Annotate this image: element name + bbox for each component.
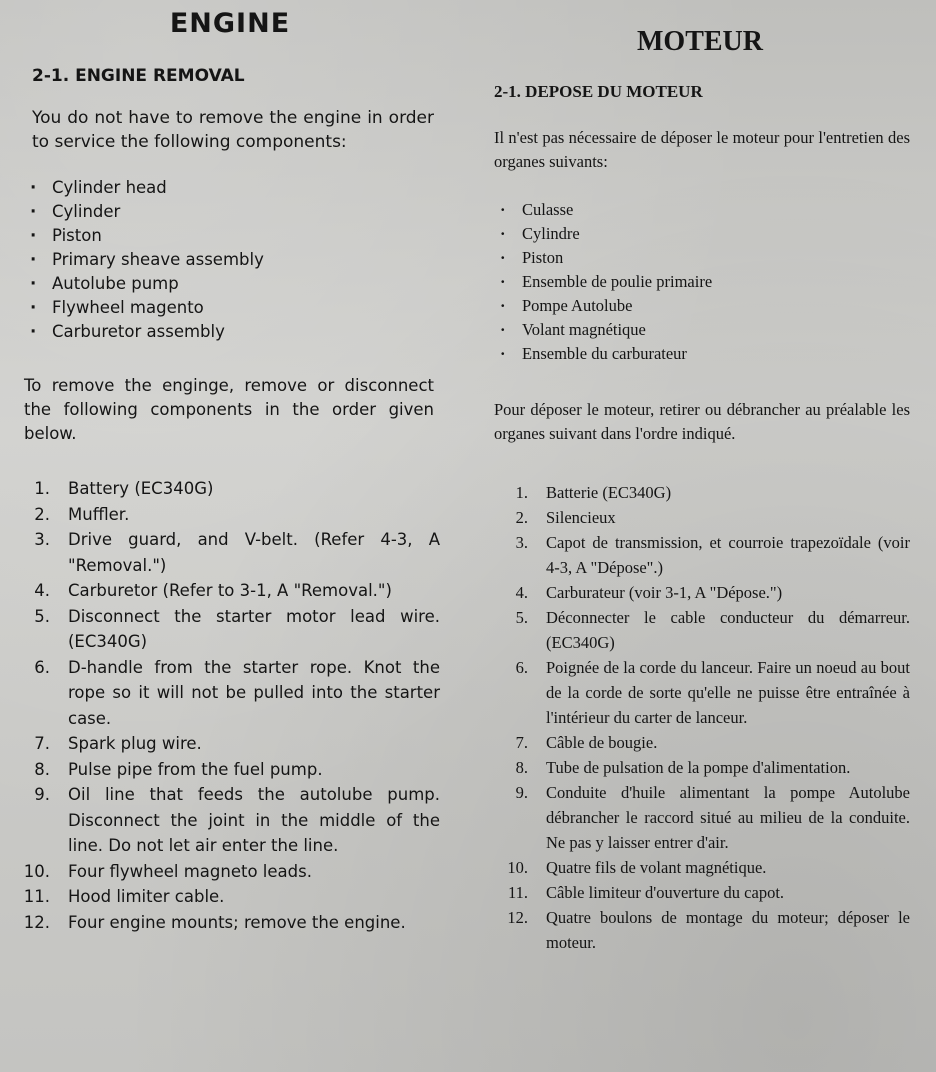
step-text: Batterie (EC340G) [546, 483, 672, 502]
bullet-icon: · [500, 344, 506, 363]
list-item: · Flywheel magento [30, 296, 440, 320]
list-item [490, 755, 910, 780]
step-number: 8. [34, 759, 50, 779]
step-number: 11. [23, 887, 50, 906]
step-number: 3. [515, 533, 528, 552]
english-column [20, 0, 440, 935]
step-text: Oil line that feeds the autolube pump. Disconnect the joint in the middle of the line. Do not let air enter the line. [68, 785, 440, 855]
list-item [490, 905, 910, 955]
english-steps-list [20, 476, 440, 935]
step-number: 1. [34, 479, 50, 498]
french-components-list [490, 198, 910, 366]
list-item [490, 580, 910, 605]
step-number: 10. [507, 858, 528, 877]
bullet-icon: · [30, 226, 37, 245]
list-item: · Volant magnétique [500, 318, 910, 342]
list-item [20, 527, 440, 578]
step-text: Tube de pulsation de la pompe d'alimentation. [546, 758, 851, 777]
english-title: ENGINE [169, 8, 291, 39]
english-intro: You do not have to remove the engine in order to service the following components: [32, 108, 434, 152]
french-column [490, 0, 910, 955]
list-item: · Autolube pump [30, 272, 440, 296]
step-text: Four flywheel magneto leads. [68, 861, 312, 881]
step-text: Quatre boulons de montage du moteur; déposer le moteur. [546, 908, 910, 952]
list-item [20, 859, 440, 885]
english-components-list [20, 176, 440, 344]
step-number: 12. [23, 912, 50, 932]
list-item: · Carburetor assembly [30, 320, 440, 344]
step-text: Silencieux [546, 508, 616, 527]
step-number: 12. [507, 908, 528, 927]
bullet-icon: · [500, 200, 506, 219]
list-item [20, 910, 440, 936]
list-item [490, 530, 910, 580]
list-item [20, 578, 440, 604]
step-number: 5. [34, 606, 50, 626]
step-number: 6. [515, 658, 528, 677]
step-number: 5. [515, 608, 528, 627]
step-number: 3. [34, 530, 50, 549]
step-number: 8. [515, 758, 528, 777]
bullet-icon: · [30, 178, 37, 197]
step-number: 2. [34, 504, 50, 524]
list-item [20, 476, 440, 502]
bullet-icon: · [500, 320, 506, 339]
bullet-icon: · [500, 296, 506, 315]
list-item [20, 604, 440, 655]
list-item: · Culasse [500, 198, 910, 222]
step-text: Carburateur (voir 3-1, A "Dépose.") [546, 583, 783, 602]
bullet-icon: · [500, 248, 506, 267]
step-number: 6. [34, 657, 50, 677]
step-text: Four engine mounts; remove the engine. [68, 912, 406, 932]
step-text: Hood limiter cable. [68, 887, 225, 906]
list-item: · Piston [30, 224, 440, 248]
step-number: 7. [34, 734, 50, 753]
step-text: Déconnecter le cable conducteur du démarreur. (EC340G) [546, 608, 910, 652]
bullet-icon: · [30, 322, 37, 341]
english-section-heading: 2-1. ENGINE REMOVAL [32, 66, 245, 86]
list-item [490, 605, 910, 655]
bullet-icon: · [30, 274, 37, 293]
list-item: · Cylinder head [30, 176, 440, 200]
step-number: 2. [515, 508, 528, 527]
step-text: Battery (EC340G) [68, 479, 214, 498]
step-number: 11. [507, 883, 528, 902]
list-item [20, 731, 440, 757]
french-title: MOTEUR [637, 26, 763, 57]
step-number: 10. [23, 861, 50, 881]
step-number: 4. [34, 581, 50, 600]
list-item: · Piston [500, 246, 910, 270]
list-item [20, 782, 440, 859]
list-item: · Cylinder [30, 200, 440, 224]
list-item [490, 880, 910, 905]
step-number: 9. [34, 785, 50, 804]
step-number: 4. [515, 583, 528, 602]
list-item: · Primary sheave assembly [30, 248, 440, 272]
bullet-icon: · [500, 272, 506, 291]
list-item [490, 780, 910, 855]
step-number: 7. [515, 733, 528, 752]
list-item: · Ensemble de poulie primaire [500, 270, 910, 294]
step-text: Spark plug wire. [68, 734, 202, 753]
step-text: D-handle from the starter rope. Knot the rope so it will not be pulled into the starter case. [68, 657, 440, 728]
step-text: Conduite d'huile alimentant la pompe Autolube débrancher le raccord situé au milieu de la conduite. Ne pas y laisser entrer d'air. [546, 783, 910, 852]
list-item [20, 884, 440, 910]
step-text: Quatre fils de volant magnétique. [546, 858, 767, 877]
list-item [20, 655, 440, 732]
list-item [490, 655, 910, 730]
bullet-icon: · [30, 298, 37, 317]
english-disconnect-intro: To remove the enginge, remove or disconnect the following components in the order given below. [24, 376, 434, 443]
step-number: 9. [515, 783, 528, 802]
step-number: 1. [515, 483, 528, 502]
list-item [490, 855, 910, 880]
bullet-icon: · [30, 202, 37, 221]
list-item [490, 505, 910, 530]
list-item [490, 480, 910, 505]
list-item [20, 757, 440, 783]
step-text: Poignée de la corde du lanceur. Faire un noeud au bout de la corde de sorte qu'elle ne puisse être entraînée à l'intérieur du carter de lanceur. [546, 658, 910, 727]
step-text: Câble limiteur d'ouverture du capot. [546, 883, 785, 902]
step-text: Capot de transmission, et courroie trapezoïdale (voir 4-3, A "Dépose".) [546, 533, 910, 577]
french-section-heading: 2-1. DEPOSE DU MOTEUR [494, 82, 703, 101]
list-item: · Ensemble du carburateur [500, 342, 910, 366]
step-text: Disconnect the starter motor lead wire. (EC340G) [68, 606, 440, 651]
list-item [490, 730, 910, 755]
bullet-icon: · [30, 250, 37, 269]
step-text: Drive guard, and V-belt. (Refer 4-3, A "Removal.") [68, 530, 440, 575]
bullet-icon: · [500, 224, 506, 243]
step-text: Câble de bougie. [546, 733, 658, 752]
step-text: Carburetor (Refer to 3-1, A "Removal.") [68, 581, 392, 600]
list-item: · Pompe Autolube [500, 294, 910, 318]
list-item [20, 502, 440, 528]
french-steps-list [490, 480, 910, 955]
step-text: Pulse pipe from the fuel pump. [68, 759, 323, 779]
list-item: · Cylindre [500, 222, 910, 246]
french-disconnect-intro: Pour déposer le moteur, retirer ou débrancher au préalable les organes suivant dans l'ordre indiqué. [494, 400, 910, 443]
step-text: Muffler. [68, 504, 130, 524]
french-intro: Il n'est pas nécessaire de déposer le moteur pour l'entretien des organes suivants: [494, 128, 910, 171]
